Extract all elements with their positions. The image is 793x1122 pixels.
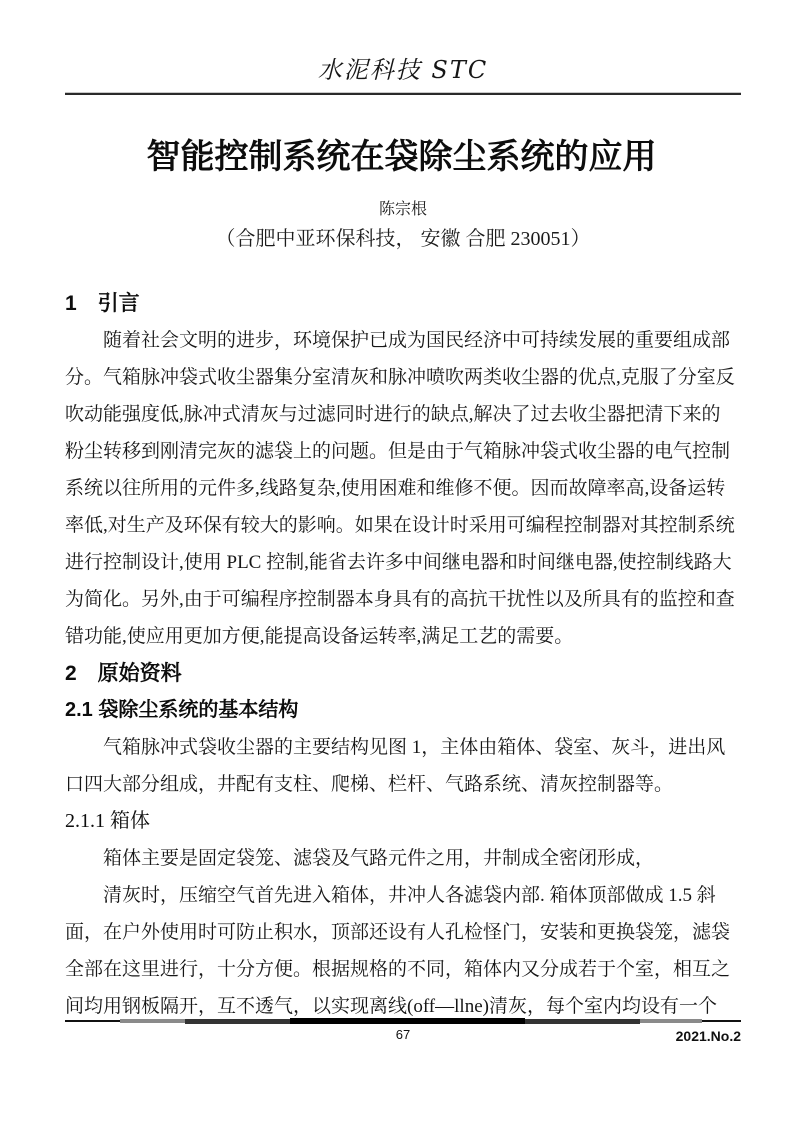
text-line: 为简化。另外,由于可编程序控制器本身具有的高抗干扰性以及所具有的监控和查 [65, 589, 735, 610]
text-line: 吹动能强度低,脉冲式清灰与过滤同时进行的缺点,解决了过去收尘器把清下来的 [65, 404, 721, 425]
text-line: 率低,对生产及环保有较大的影响。如果在设计时采用可编程控制器对其控制系统 [65, 515, 735, 536]
article-title: 智能控制系统在袋除尘系统的应用 [146, 138, 657, 176]
text-line: 随着社会文明的进步，环境保护已成为国民经济中可持续发展的重要组成部 [103, 330, 731, 351]
page-number: 67 [395, 1027, 411, 1042]
text-line: 进行控制设计,使用 PLC 控制,能省去许多中间继电器和时间继电器,使控制线路大 [65, 552, 732, 573]
author-name: 陈宗根 [378, 201, 427, 218]
author-affiliation: （合肥中亚环保科技， 安徽 合肥 230051） [215, 228, 591, 250]
journal-header [65, 55, 741, 85]
section-1-paragraph [65, 322, 741, 655]
section-2-1-heading: 2.1 袋除尘系统的基本结构 [65, 699, 299, 721]
text-line: 粉尘转移到刚清完灰的滤袋上的问题。但是由于气箱脉冲袋式收尘器的电气控制 [65, 441, 731, 462]
text-line: 系统以往所用的元件多,线路复杂,使用困难和维修不便。因而故障率高,设备运转 [65, 478, 726, 499]
footer-rule [65, 1018, 741, 1024]
journal-title: 水泥科技 STC [317, 56, 489, 84]
section-2-1-paragraph [65, 729, 741, 803]
section-2-1-1-heading: 2.1.1 箱体 [65, 810, 150, 832]
footer-rule-segment [640, 1019, 702, 1023]
footer-rule-segment [525, 1019, 640, 1024]
page-footer [65, 1026, 741, 1046]
section-2-1-1-paragraph-1 [65, 840, 741, 877]
text-line: 口四大部分组成，井配有支柱、爬梯、栏杆、气路系统、清灰控制器等。 [65, 774, 674, 795]
article-body [65, 285, 741, 1025]
text-line: 箱体主要是固定袋笼、滤袋及气路元件之用，井制成全密闭形成， [103, 848, 655, 869]
section-1-heading: 1 引言 [65, 292, 140, 315]
text-line: 错功能,使应用更加方便,能提高设备运转率,满足工艺的需要。 [65, 626, 574, 647]
section-2-heading: 2 原始资料 [65, 662, 182, 685]
section-2-1-1-paragraph-2 [65, 877, 741, 1025]
header-rule [65, 92, 741, 95]
text-line: 间均用钢板隔开，互不透气，以实现离线(off—llne)清灰，每个室内均设有一个 [65, 996, 717, 1017]
footer-rule-segment [120, 1019, 185, 1023]
issue-number: 2021.No.2 [675, 1028, 741, 1044]
text-line: 分。气箱脉冲袋式收尘器集分室清灰和脉冲喷吹两类收尘器的优点,克服了分室反 [65, 367, 735, 388]
footer-rule-segment [290, 1018, 525, 1024]
text-line: 面，在户外使用时可防止积水，顶部还设有人孔检怪门，安装和更换袋笼，滤袋 [65, 922, 731, 943]
footer-rule-segment [185, 1019, 290, 1024]
text-line: 气箱脉冲式袋收尘器的主要结构见图 1，主体由箱体、袋室、灰斗，进出风 [103, 737, 726, 758]
text-line: 清灰时，压缩空气首先进入箱体，井冲人各滤袋内部. 箱体顶部做成 1.5 斜 [103, 885, 716, 906]
text-line: 全部在这里进行，十分方便。根据规格的不同，箱体内又分成若于个室，相互之 [65, 959, 731, 980]
